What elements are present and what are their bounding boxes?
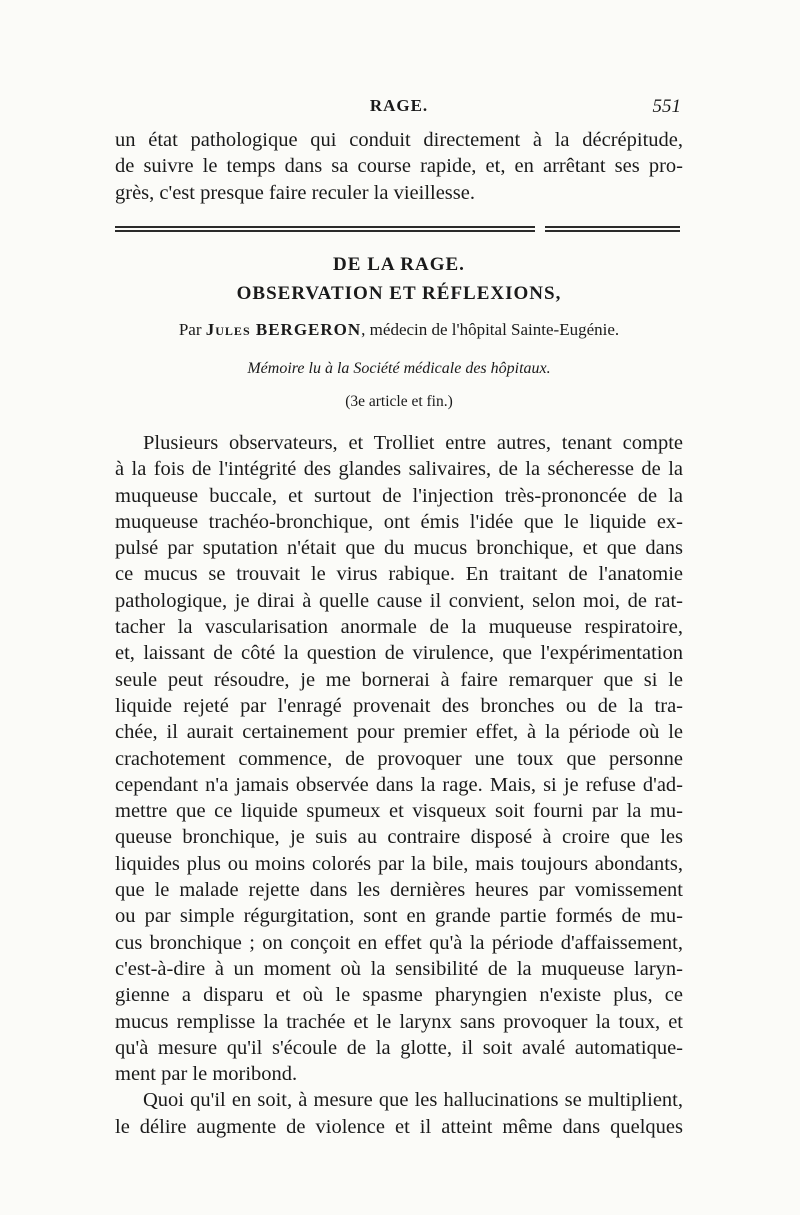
text-line: tacher la vascularisation anormale de la muqueuse respiratoire,: [115, 616, 683, 639]
text-line: muqueuse trachéo-bronchique, ont émis l'idée que le liquide ex-: [115, 510, 683, 533]
text-line: cus bronchique ; on conçoit en effet qu'à la période d'affaissement,: [115, 931, 683, 954]
article-author-line: [115, 320, 683, 340]
text-line: ce mucus se trouvait le virus rabique. En traitant de l'anatomie: [115, 563, 683, 586]
text-line: chée, il aurait certainement pour premier effet, à la période où le: [115, 721, 683, 744]
text-line: ment par le moribond.: [115, 1063, 298, 1086]
article-title: DE LA RAGE.: [333, 254, 465, 275]
text-line: crachotement commence, de provoquer une toux que personne: [115, 747, 683, 770]
body-text: [115, 430, 683, 1140]
author-prefix: Par: [178, 320, 206, 339]
intro-paragraph: [115, 127, 683, 206]
text-line: et, laissant de côté la question de virulence, que l'expérimentation: [115, 642, 683, 665]
text-line: pulsé par sputation n'était que du mucus bronchique, et que dans: [115, 537, 683, 560]
running-head: [115, 96, 683, 120]
text-line: mucus remplisse la trachée et le larynx sans provoquer la toux, et: [115, 1010, 683, 1033]
text-line: queuse bronchique, je suis au contraire disposé à croire que les: [115, 826, 683, 849]
text-line: ou par simple régurgitation, sont en grande partie formés de mu-: [115, 905, 683, 928]
running-head-title: RAGE.: [369, 96, 429, 115]
text-line: muqueuse buccale, et surtout de l'injection très-prononcée de la: [115, 484, 683, 507]
page-number: 551: [652, 96, 681, 117]
article-memoire-note: Mémoire lu à la Société médicale des hôpitaux.: [247, 360, 551, 377]
text-line: de suivre le temps dans sa course rapide, et, en arrêtant ses pro-: [115, 155, 683, 178]
text-line: liquide rejeté par l'enragé provenait des bronches ou de la tra-: [115, 694, 683, 717]
author-affiliation: , médecin de l'hôpital Sainte-Eugénie.: [361, 320, 620, 339]
section-divider-rule: [115, 226, 680, 234]
author-name: Jules BERGERON: [205, 320, 362, 339]
text-line: mettre que ce liquide spumeux et visqueux soit fourni par la mu-: [115, 800, 683, 823]
text-line: pathologique, je dirai à quelle cause il convient, selon moi, de rat-: [115, 589, 683, 612]
text-line: seule peut résoudre, je me bornerai à faire remarquer que si le: [115, 668, 683, 691]
text-line: liquides plus ou moins colorés par la bile, mais toujours abondants,: [115, 852, 683, 875]
text-line: cependant n'a jamais observée dans la rage. Mais, si je refuse d'ad-: [115, 773, 683, 796]
text-line: un état pathologique qui conduit directement à la décrépitude,: [115, 129, 683, 151]
text-line: gienne a disparu et où le spasme pharyngien n'existe plus, ce: [115, 984, 683, 1007]
text-line: Plusieurs observateurs, et Trolliet entre autres, tenant compte: [143, 432, 683, 454]
text-line: à la fois de l'intégrité des glandes salivaires, de la sécheresse de la: [115, 458, 683, 481]
text-line: le délire augmente de violence et il atteint même dans quelques: [115, 1115, 683, 1138]
text-line: que le malade rejette dans les dernières heures par vomissement: [115, 879, 683, 902]
text-line: grès, c'est presque faire reculer la vieillesse.: [115, 181, 475, 204]
text-line: qu'à mesure qu'il s'écoule de la glotte, il soit avalé automatique-: [115, 1036, 683, 1059]
text-line: Quoi qu'il en soit, à mesure que les hallucinations se multiplient,: [143, 1089, 683, 1112]
article-subtitle: OBSERVATION ET RÉFLEXIONS,: [236, 283, 562, 304]
text-line: c'est-à-dire à un moment où la sensibilité de la muqueuse laryn-: [115, 957, 683, 980]
article-part-note: (3e article et fin.): [345, 393, 453, 410]
